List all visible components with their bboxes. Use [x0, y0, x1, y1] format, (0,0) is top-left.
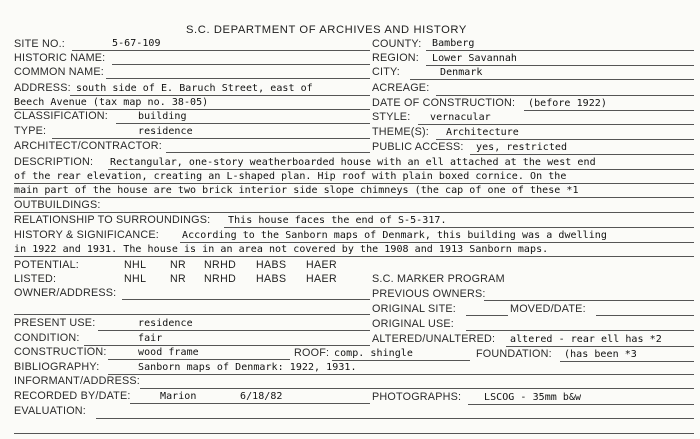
photographs-label: PHOTOGRAPHS: — [372, 391, 462, 403]
bibliography-value: Sanborn maps of Denmark: 1922, 1931. — [138, 362, 357, 373]
relationship-value: This house faces the end of S-5-317. — [228, 215, 447, 226]
city-value: Denmark — [440, 67, 483, 78]
acreage-label: ACREAGE: — [372, 82, 430, 94]
roof-value: comp. shingle — [334, 348, 413, 359]
present-use-rule — [98, 330, 370, 331]
city-line — [410, 79, 694, 80]
history-rule-1 — [180, 242, 694, 243]
roof-rule — [332, 360, 470, 361]
potential-haer: HAER — [306, 259, 338, 271]
bibliography-rule — [108, 374, 694, 375]
common-name-label: COMMON NAME: — [14, 66, 104, 78]
date-construction-label: DATE OF CONSTRUCTION: — [372, 97, 516, 109]
date-construction-line — [524, 110, 694, 111]
history-line-1: According to the Sanborn maps of Denmark, this building was a dwelling — [182, 230, 607, 241]
previous-owners-rule — [484, 300, 694, 301]
original-use-rule — [466, 330, 694, 331]
marker-program-label: S.C. MARKER PROGRAM — [372, 273, 505, 285]
description-rule-3 — [14, 197, 694, 198]
theme-label: THEME(S): — [372, 126, 429, 138]
listed-habs: HABS — [256, 273, 287, 285]
type-label: TYPE: — [14, 125, 47, 137]
informant-rule — [140, 388, 694, 389]
potential-habs: HABS — [256, 259, 287, 271]
photographs-value: LSCOG - 35mm b&w — [484, 392, 582, 403]
original-site-label: ORIGINAL SITE: — [372, 303, 456, 315]
owner-label: OWNER/ADDRESS: — [14, 287, 117, 299]
potential-nr: NR — [170, 259, 187, 271]
owner-rule-2 — [14, 314, 370, 315]
acreage-line — [436, 95, 694, 96]
evaluation-rule — [96, 418, 694, 419]
common-name-line — [106, 78, 370, 79]
classification-value: building — [138, 111, 187, 122]
date-construction-value: (before 1922) — [528, 98, 607, 109]
listed-label: LISTED: — [14, 273, 57, 285]
potential-label: POTENTIAL: — [14, 259, 79, 271]
region-line — [426, 65, 694, 66]
present-use-label: PRESENT USE: — [14, 317, 96, 329]
description-line-1: Rectangular, one-story weatherboarded house with an ell attached at the west end — [110, 157, 596, 168]
original-site-rule — [466, 315, 508, 316]
style-value: vernacular — [430, 112, 491, 123]
theme-line — [436, 139, 694, 140]
potential-nhl: NHL — [124, 259, 147, 271]
moved-date-rule — [596, 315, 694, 316]
condition-value: fair — [138, 333, 163, 344]
architect-line — [166, 152, 370, 153]
evaluation-label: EVALUATION: — [14, 405, 86, 417]
listed-haer: HAER — [306, 273, 338, 285]
recorded-rule — [130, 403, 370, 404]
altered-rule — [506, 346, 694, 347]
address-label: ADDRESS: — [14, 82, 71, 94]
foundation-label: FOUNDATION: — [476, 348, 552, 360]
architect-label: ARCHITECT/CONTRACTOR: — [14, 140, 162, 152]
recorded-by-value: Marion — [160, 391, 197, 402]
outbuildings-label: OUTBUILDINGS: — [14, 199, 101, 211]
condition-rule — [84, 345, 370, 346]
county-label: COUNTY: — [372, 38, 422, 50]
moved-date-label: MOVED/DATE: — [510, 303, 586, 315]
style-line — [418, 124, 694, 125]
type-value: residence — [138, 126, 193, 137]
foundation-rule — [560, 361, 694, 362]
present-use-value: residence — [138, 318, 193, 329]
roof-label: ROOF: — [294, 347, 330, 359]
historic-name-line — [112, 64, 370, 65]
construction-value: wood frame — [138, 347, 199, 358]
recorded-label: RECORDED BY/DATE: — [14, 390, 131, 402]
previous-owners-label: PREVIOUS OWNERS: — [372, 288, 486, 300]
public-access-value: yes, restricted — [476, 142, 568, 153]
description-rule-1 — [108, 169, 694, 170]
bibliography-label: BIBLIOGRAPHY: — [14, 361, 100, 373]
construction-label: CONSTRUCTION: — [14, 346, 107, 358]
owner-rule — [122, 299, 370, 300]
description-rule-2 — [14, 183, 694, 184]
address-value-2: Beech Avenue (tax map no. 38-05) — [14, 97, 209, 108]
listed-nr: NR — [170, 273, 187, 285]
altered-value: altered - rear ell has *2 — [510, 334, 662, 345]
type-line — [52, 138, 370, 139]
original-use-label: ORIGINAL USE: — [372, 318, 454, 330]
public-access-line — [470, 154, 694, 155]
site-no-value: 5-67-109 — [112, 38, 161, 49]
construction-rule — [108, 359, 290, 360]
style-label: STYLE: — [372, 111, 411, 123]
site-no-label: SITE NO.: — [14, 38, 65, 50]
address-value-1: south side of E. Baruch Street, east of — [76, 83, 313, 94]
region-value: Lower Savannah — [432, 53, 517, 64]
site-no-line — [72, 50, 370, 51]
relationship-label: RELATIONSHIP TO SURROUNDINGS: — [14, 214, 211, 226]
history-rule-2 — [14, 256, 694, 257]
listed-nrhd: NRHD — [204, 273, 237, 285]
informant-label: INFORMANT/ADDRESS: — [14, 375, 140, 387]
history-label: HISTORY & SIGNIFICANCE: — [14, 229, 159, 241]
city-label: CITY: — [372, 66, 400, 78]
county-line — [426, 50, 694, 51]
evaluation-rule-2 — [14, 433, 694, 434]
historic-name-label: HISTORIC NAME: — [14, 52, 106, 64]
address-line-1 — [70, 95, 370, 96]
description-line-2: of the rear elevation, creating an L-shaped plan. Hip roof with plain boxed cornice. On the — [14, 171, 567, 182]
foundation-value: (has been *3 — [564, 349, 637, 360]
potential-nrhd: NRHD — [204, 259, 237, 271]
altered-label: ALTERED/UNALTERED: — [372, 333, 496, 345]
form-title: S.C. DEPARTMENT OF ARCHIVES AND HISTORY — [186, 24, 467, 36]
description-label: DESCRIPTION: — [14, 156, 94, 168]
theme-value: Architecture — [446, 127, 519, 138]
photographs-rule — [468, 404, 694, 405]
description-line-3: main part of the house are two brick interior side slope chimneys (the cap of one of these *1 — [14, 185, 579, 196]
relationship-rule — [224, 227, 694, 228]
classification-label: CLASSIFICATION: — [14, 110, 108, 122]
classification-line — [116, 123, 370, 124]
history-line-2: in 1922 and 1931. The house is in an area not covered by the 1908 and 1913 Sanborn maps. — [14, 244, 549, 255]
public-access-label: PUBLIC ACCESS: — [372, 141, 464, 153]
outbuildings-rule — [14, 212, 694, 213]
recorded-date-value: 6/18/82 — [240, 391, 283, 402]
condition-label: CONDITION: — [14, 332, 80, 344]
region-label: REGION: — [372, 52, 419, 64]
county-value: Bamberg — [432, 38, 475, 49]
listed-nhl: NHL — [124, 273, 147, 285]
